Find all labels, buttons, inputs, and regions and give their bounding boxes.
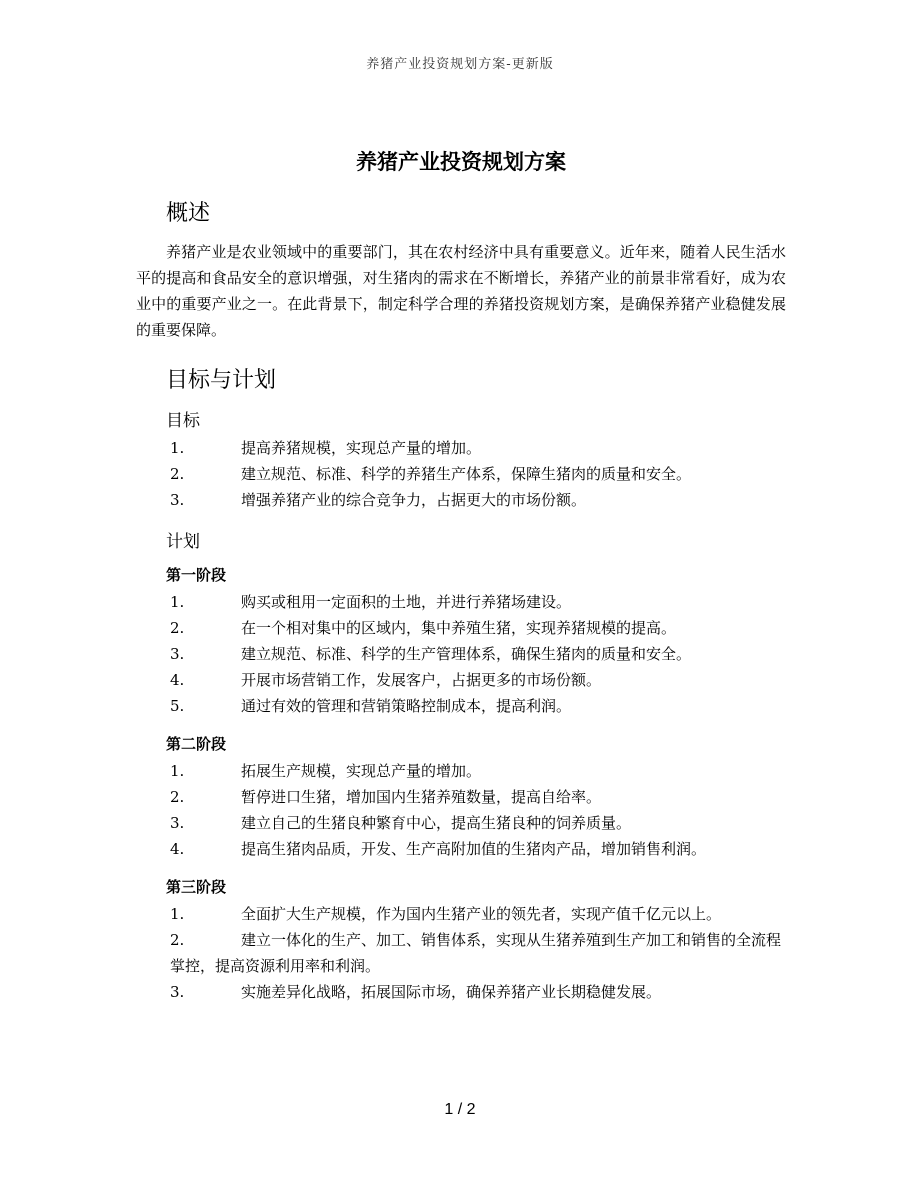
list-item [136,667,786,693]
list-item-number: 2. [170,465,185,483]
list-item-number: 1. [170,593,185,611]
list-item-number: 3. [170,814,185,832]
list-item [136,615,786,641]
document-body [136,146,786,1019]
document-title: 养猪产业投资规划方案 [356,150,566,174]
list-item-number: 1. [170,439,185,457]
list-item-number: 4. [170,840,185,858]
list-item [136,810,786,836]
list-item [136,461,786,487]
list-item-text: 实施差异化战略，拓展国际市场，确保养猪产业长期稳健发展。 [241,983,662,1001]
list-item-number: 1. [170,762,185,780]
list-item-number: 3. [170,491,185,509]
list-item-text: 建立规范、标准、科学的生产管理体系，确保生猪肉的质量和安全。 [241,645,692,663]
list-item-number: 2. [170,788,185,806]
list-item-text: 建立一体化的生产、加工、销售体系，实现从生猪养殖到生产加工和销售的全流程掌控，提高资源利用率和利润。 [170,931,782,975]
list-item-number: 4. [170,671,185,689]
list-item-text: 通过有效的管理和营销策略控制成本，提高利润。 [241,697,572,715]
list-item-text: 提高生猪肉品质，开发、生产高附加值的生猪肉产品，增加销售利润。 [241,840,707,858]
phase-1-list [136,589,786,719]
list-item-text: 全面扩大生产规模，作为国内生猪产业的领先者，实现产值千亿元以上。 [241,905,722,923]
subheading-plan: 计划 [166,532,200,552]
list-item [136,927,786,979]
list-item [136,901,786,927]
list-item-text: 建立自己的生猪良种繁育中心，提高生猪良种的饲养质量。 [241,814,632,832]
list-item-number: 3. [170,645,185,663]
list-item [136,836,786,862]
list-item-number: 2. [170,931,185,949]
list-item-number: 1. [170,905,185,923]
section-heading-overview: 概述 [166,201,211,226]
list-item-text: 暂停进口生猪，增加国内生猪养殖数量，提高自给率。 [241,788,602,806]
goals-list [136,435,786,513]
section-heading-goals-and-plan: 目标与计划 [166,368,277,393]
list-item-text: 购买或租用一定面积的土地，并进行养猪场建设。 [241,593,572,611]
phase-heading-1: 第一阶段 [166,566,227,584]
overview-paragraph: 养猪产业是农业领域中的重要部门，其在农村经济中具有重要意义。近年来，随着人民生活水平的提高和食品安全的意识增强，对生猪肉的需求在不断增长，养猪产业的前景非常看好，成为农业中的重要产业之一。在此背景下，制定科学合理的养猪投资规划方案，是确保养猪产业稳健发展的重要保障。 [136,243,786,339]
list-item-number: 2. [170,619,185,637]
list-item-number: 5. [170,697,185,715]
phase-heading-3: 第三阶段 [166,878,227,896]
list-item-text: 提高养猪规模，实现总产量的增加。 [241,439,482,457]
list-item [136,979,786,1005]
list-item [136,693,786,719]
list-item [136,641,786,667]
list-item [136,435,786,461]
list-item-text: 建立规范、标准、科学的养猪生产体系，保障生猪肉的质量和安全。 [241,465,692,483]
list-item [136,487,786,513]
list-item-text: 拓展生产规模，实现总产量的增加。 [241,762,482,780]
page-number: 1 / 2 [444,1101,476,1118]
phase-2-list [136,758,786,862]
list-item [136,758,786,784]
list-item-text: 开展市场营销工作，发展客户，占据更多的市场份额。 [241,671,602,689]
list-item-text: 增强养猪产业的综合竞争力，占据更大的市场份额。 [241,491,587,509]
subheading-goals: 目标 [166,411,200,431]
list-item [136,589,786,615]
list-item-text: 在一个相对集中的区域内，集中养殖生猪，实现养猪规模的提高。 [241,619,677,637]
running-header: 养猪产业投资规划方案-更新版 [366,57,554,72]
list-item-number: 3. [170,983,185,1001]
phase-heading-2: 第二阶段 [166,735,227,753]
phase-3-list [136,901,786,1005]
list-item [136,784,786,810]
